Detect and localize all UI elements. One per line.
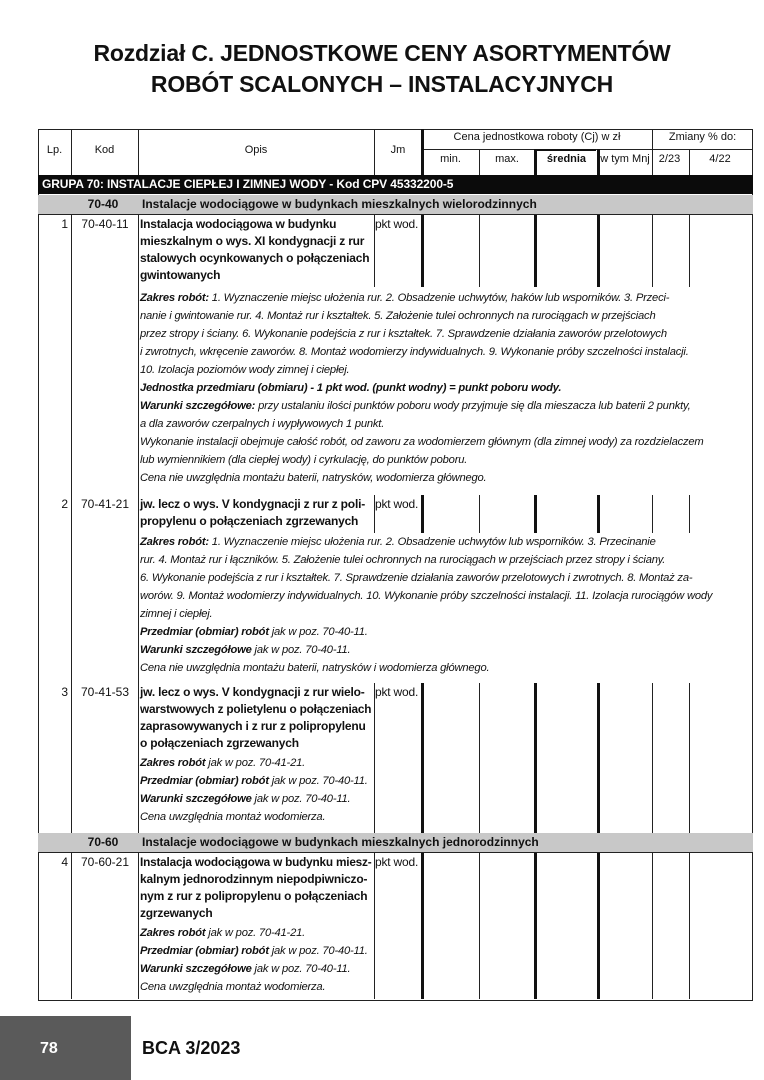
note-bold: Zakres robót: [140, 927, 206, 939]
note-line: [140, 623, 750, 641]
note-text: rur. 4. Montaż rur i łączników. 5. Założenie tulei ochronnych na rurociągach w przejściach przez stropy i ściany.: [140, 554, 666, 566]
row1-col-jm: [421, 215, 424, 287]
note-text: Cena nie uwzględnia montażu baterii, natrysków i wodomierza głównego.: [140, 662, 490, 674]
section-name: Instalacje wodociągowe w budynkach mieszkalnych jednorodzinnych: [142, 835, 539, 849]
note-text: jak w poz. 70-40-11.: [268, 775, 368, 787]
note-text: jak w poz. 70-40-11.: [251, 793, 351, 805]
note-text: 6. Wykonanie podejścia z rur i kształtek. 7. Sprawdzenie działania zaworów przelotowych i zwrotnych. 8. Montaż za-: [140, 572, 693, 584]
note-line: [140, 924, 372, 942]
price-table: [38, 129, 753, 1001]
row4-col-min: [479, 853, 480, 999]
note-line: [140, 361, 750, 379]
row1-col-srednia: [597, 215, 600, 287]
header-div-lp: [71, 129, 72, 175]
row4-col-zmiany: [689, 853, 690, 999]
desc-line: mieszkalnym o wys. XI kondygnacji z rur: [140, 234, 365, 248]
row2-col-srednia: [597, 495, 600, 533]
note-line: [140, 942, 372, 960]
row4-col-wtym: [652, 853, 653, 999]
desc-line: jw. lecz o wys. V kondygnacji z rur z poli-: [140, 497, 366, 511]
note-line: [140, 433, 750, 451]
row1-col-zmiany: [689, 215, 690, 287]
note-line: [140, 343, 750, 361]
note-text: przy ustalaniu ilości punktów poboru wody przyjmuje się dla mieszacza lub baterii 2 punkty,: [255, 400, 691, 412]
header-div-zmiany: [689, 149, 690, 175]
row4-col-srednia: [597, 853, 600, 999]
title-line-1: Rozdział C. JEDNOSTKOWE CENY ASORTYMENTÓW: [93, 40, 671, 66]
row3-desc: [140, 684, 372, 752]
note-bold: Przedmiar (obmiar) robót: [140, 945, 269, 957]
note-bold: Przedmiar (obmiar) robót: [140, 626, 269, 638]
desc-line: gwintowanych: [140, 268, 221, 282]
note-bold: Warunki szczegółowe: [140, 644, 252, 656]
header-div-jm: [421, 129, 424, 175]
row2-lp: 2: [61, 497, 68, 511]
note-bold: Jednostka przedmiaru (obmiaru) - 1 pkt wod. (punkt wodny) = punkt poboru wody.: [140, 382, 562, 394]
title-line-2: ROBÓT SCALONYCH – INSTALACYJNYCH: [150, 71, 614, 97]
row3-col-zmiany: [689, 683, 690, 833]
row3-col-opis: [374, 683, 375, 833]
header-div-opis: [374, 129, 375, 175]
footer-page-box: [0, 1016, 131, 1080]
note-line: [140, 289, 750, 307]
desc-line: jw. lecz o wys. V kondygnacji z rur wielo-: [140, 685, 365, 699]
desc-line: stalowych ocynkowanych o połączeniach: [140, 251, 370, 265]
desc-line: warstwowych z polietylenu o połączeniach: [140, 702, 372, 716]
body-div-kod: [138, 214, 139, 833]
row3-col-jm: [421, 683, 424, 833]
srednia-box: [535, 149, 596, 177]
row4-notes: [140, 924, 372, 996]
header-max: max.: [495, 153, 519, 165]
section-divider-70-40: [38, 214, 753, 215]
row2-jm: pkt wod.: [375, 497, 419, 511]
note-line: [140, 451, 750, 469]
row3-jm: pkt wod.: [375, 685, 419, 699]
note-bold: Zakres robót:: [140, 292, 209, 304]
header-zmiany-4-22: 4/22: [709, 153, 731, 165]
row3-col-max: [534, 683, 537, 833]
note-line: [140, 379, 750, 397]
row3-lp: 3: [61, 685, 68, 699]
note-line: [140, 551, 750, 569]
row2-col-max: [534, 495, 537, 533]
note-line: [140, 659, 750, 677]
row2-notes: [140, 533, 750, 677]
page-title: [0, 38, 764, 100]
row1-desc: [140, 216, 372, 284]
note-bold: Warunki szczegółowe: [140, 793, 252, 805]
header-opis: Opis: [244, 144, 268, 156]
note-text: jak w poz. 70-40-11.: [268, 945, 368, 957]
note-line: [140, 325, 750, 343]
note-line: [140, 754, 372, 772]
header-kod: Kod: [94, 144, 115, 156]
header-div-kod: [138, 129, 139, 175]
header-jm: Jm: [390, 144, 406, 156]
note-line: [140, 307, 750, 325]
note-text: worów. 9. Montaż wodomierzy indywidualnych. 10. Wykonanie próby szczelności instalacji. 11. Izolacja rurociągów wody: [140, 590, 713, 602]
row2-kod: 70-41-21: [80, 497, 130, 511]
note-line: [140, 978, 372, 996]
group-header: [38, 175, 753, 194]
row2-col-min: [479, 495, 480, 533]
note-line: [140, 533, 750, 551]
note-line: [140, 587, 750, 605]
note-text: zimnej i ciepłej.: [140, 608, 213, 620]
header-min: min.: [440, 153, 461, 165]
row3-col-srednia: [597, 683, 600, 833]
row1-col-min: [479, 215, 480, 287]
row1-jm: pkt wod.: [375, 217, 419, 231]
row4-col-max: [534, 853, 537, 999]
row4-col-jm: [421, 853, 424, 999]
row2-desc: [140, 496, 372, 530]
note-line: [140, 469, 750, 487]
note-text: jak w poz. 70-40-11.: [251, 644, 351, 656]
note-text: Cena nie uwzględnia montażu baterii, natrysków, wodomierza głównego.: [140, 472, 487, 484]
row4-kod: 70-60-21: [80, 855, 130, 869]
note-text: Cena uwzględnia montaż wodomierza.: [140, 981, 326, 993]
note-text: Wykonanie instalacji obejmuje całość robót, od zaworu za wodomierzem głównym (dla zimnej wody) za rozdzielaczem: [140, 436, 704, 448]
row4-desc: [140, 854, 372, 922]
note-line: [140, 960, 372, 978]
note-text: jak w poz. 70-41-21.: [205, 927, 306, 939]
note-text: 10. Izolacja poziomów wody zimnej i ciepłej.: [140, 364, 350, 376]
note-bold: Przedmiar (obmiar) robót: [140, 775, 269, 787]
row1-col-wtym: [652, 215, 653, 287]
note-line: [140, 605, 750, 623]
note-bold: Warunki szczegółowe:: [140, 400, 256, 412]
section-70-60: [38, 833, 753, 852]
row2-col-zmiany: [689, 495, 690, 533]
row3-col-wtym: [652, 683, 653, 833]
header-srednia: średnia: [546, 153, 587, 165]
body-div-kod-2: [138, 852, 139, 999]
row4-lp: 4: [61, 855, 68, 869]
section-code: 70-60: [87, 835, 119, 849]
note-text: jak w poz. 70-40-11.: [268, 626, 368, 638]
row2-col-jm: [421, 495, 424, 533]
note-text: przez stropy i ściany. 6. Wykonanie podejścia z rur i kształtek. 7. Sprawdzenie działania zaworów przelotowych: [140, 328, 667, 340]
row3-kod: 70-41-53: [80, 685, 130, 699]
publication-name: BCA 3/2023: [142, 1038, 241, 1058]
group-header-label: GRUPA 70: INSTALACJE CIEPŁEJ I ZIMNEJ WODY - Kod CPV 45332200-5: [42, 177, 454, 191]
note-text: 1. Wyznaczenie miejsc ułożenia rur. 2. Obsadzenie uchwytów lub wsporników. 3. Przecinanie: [208, 536, 656, 548]
header-zmiany-2-23: 2/23: [658, 153, 681, 165]
row1-kod: 70-40-11: [81, 217, 129, 231]
note-line: [140, 808, 372, 826]
desc-line: Instalacja wodociągowa w budynku: [140, 217, 337, 231]
note-line: [140, 641, 750, 659]
row3-col-min: [479, 683, 480, 833]
note-text: 1. Wyznaczenie miejsc ułożenia rur. 2. Obsadzenie uchwytów, haków lub wsporników. 3. Przeci-: [208, 292, 670, 304]
header-div-wtym: [652, 129, 653, 175]
desc-line: o połączeniach zgrzewanych: [140, 736, 299, 750]
row1-notes: [140, 289, 750, 487]
note-line: [140, 397, 750, 415]
note-text: nanie i gwintowanie rur. 4. Montaż rur i kształtek. 5. Założenie tulei ochronnych na rurociągach w przejściach: [140, 310, 656, 322]
note-line: [140, 569, 750, 587]
note-text: lub wymiennikiem (dla ciepłej wody) i cyrkulację, do punktów poboru.: [140, 454, 468, 466]
row4-jm: pkt wod.: [375, 855, 419, 869]
note-bold: Warunki szczegółowe: [140, 963, 252, 975]
note-line: [140, 790, 372, 808]
desc-line: kalnym jednorodzinnym niepodpiwniczo-: [140, 872, 368, 886]
body-div-lp: [71, 214, 72, 833]
section-70-40: [38, 195, 753, 214]
header-lp: Lp.: [46, 144, 63, 156]
desc-line: nym z rur z polipropylenu o połączeniach: [140, 889, 368, 903]
section-name: Instalacje wodociągowe w budynkach mieszkalnych wielorodzinnych: [142, 197, 537, 211]
header-wtym: w tym Mnj: [600, 153, 650, 165]
row1-lp: 1: [61, 217, 68, 231]
header-div-srednia: [597, 149, 600, 175]
note-text: i zwrotnych, wkręcenie zaworów. 8. Montaż wodomierzy indywidualnych. 9. Wykonanie próby szczelności instalacji.: [140, 346, 689, 358]
note-text: a dla zaworów czerpalnych i wypływowych 1 punkt.: [140, 418, 385, 430]
note-text: jak w poz. 70-41-21.: [205, 757, 306, 769]
desc-line: zgrzewanych: [140, 906, 213, 920]
note-text: jak w poz. 70-40-11.: [251, 963, 351, 975]
note-line: [140, 415, 750, 433]
section-code: 70-40: [87, 197, 119, 211]
row3-notes: [140, 754, 372, 826]
desc-line: Instalacja wodociągowa w budynku miesz-: [140, 855, 372, 869]
note-bold: Zakres robót:: [140, 536, 209, 548]
header-zmiany: Zmiany % do:: [668, 131, 737, 143]
header-div-min: [479, 149, 480, 175]
body-div-lp-2: [71, 852, 72, 999]
note-line: [140, 772, 372, 790]
note-text: Cena uwzględnia montaż wodomierza.: [140, 811, 326, 823]
desc-line: propylenu o połączeniach zgrzewanych: [140, 514, 359, 528]
row2-col-wtym: [652, 495, 653, 533]
row4-col-opis: [374, 853, 375, 999]
section-divider-70-60: [38, 852, 753, 853]
row1-col-max: [534, 215, 537, 287]
header-cena: Cena jednostkowa roboty (Cj) w zł: [453, 131, 621, 143]
desc-line: zaprasowywanych i z rur z polipropylenu: [140, 719, 366, 733]
note-bold: Zakres robót: [140, 757, 206, 769]
footer-publication: [131, 1016, 764, 1080]
page-number: 78: [40, 1040, 58, 1057]
